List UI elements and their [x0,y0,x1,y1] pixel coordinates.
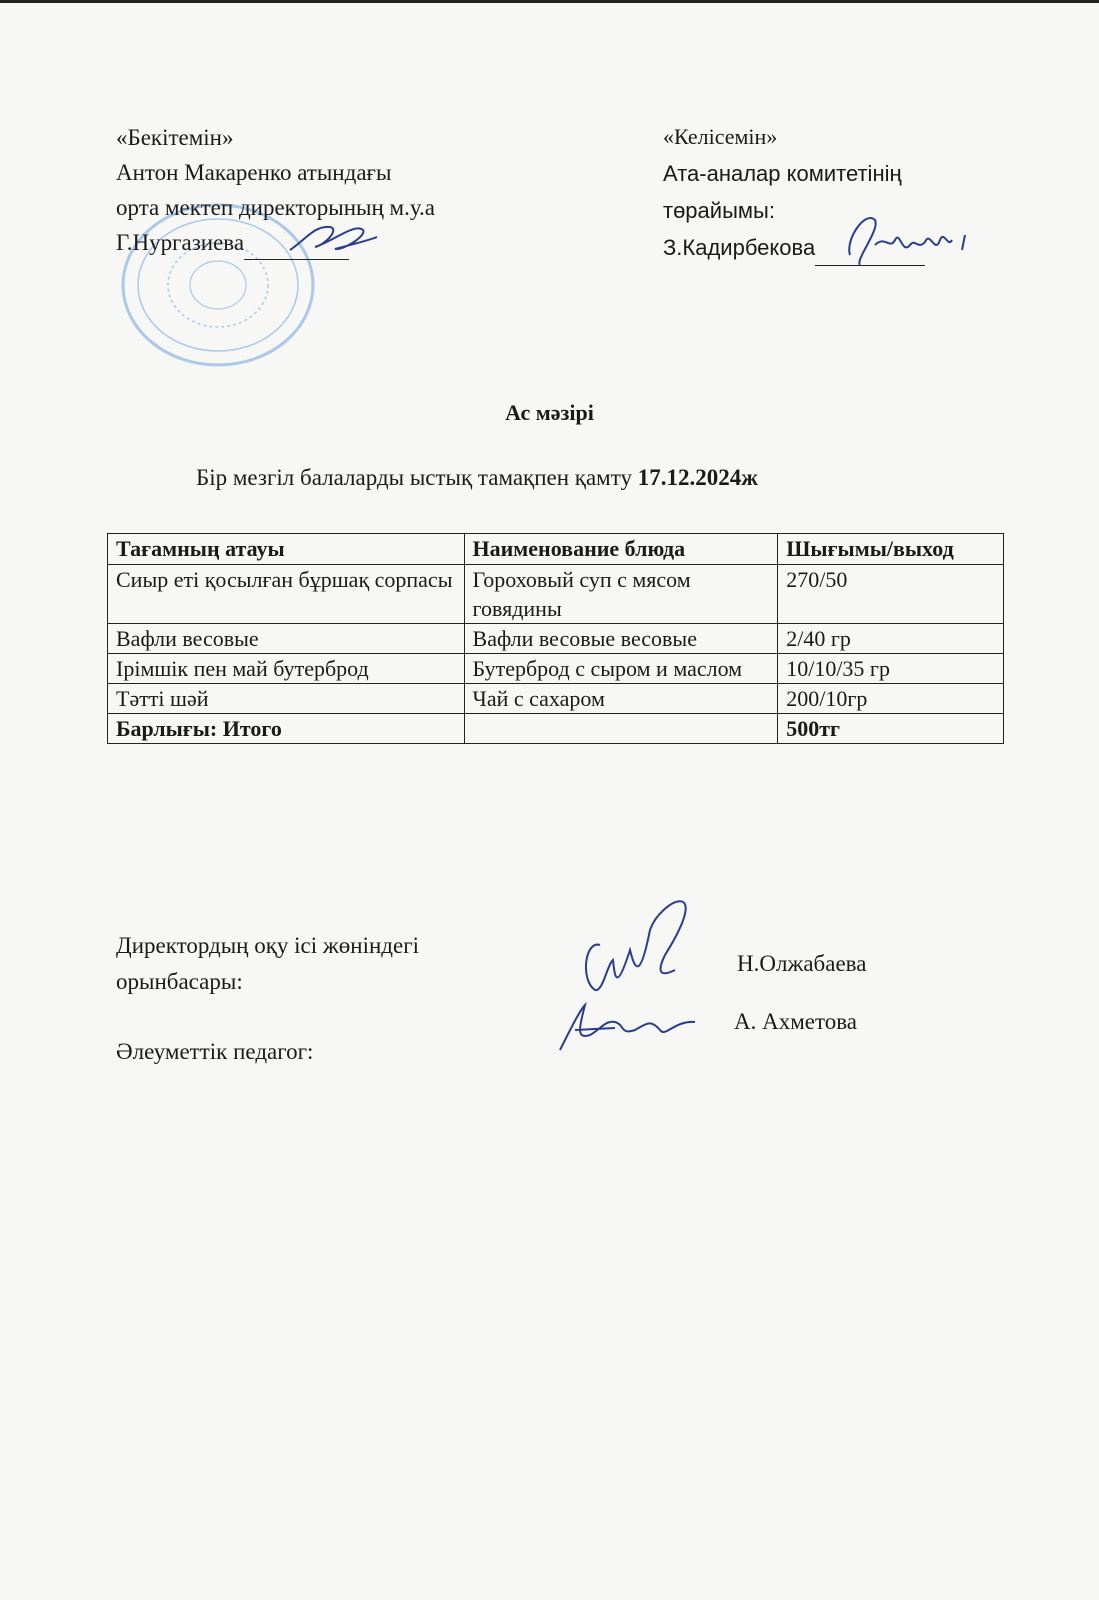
table-row [108,684,1004,714]
header-russian-name: Наименование блюда [464,534,778,565]
approval-name: Г.Нургазиева [116,225,435,260]
approval-heading: «Бекітемін» [116,125,234,150]
deputy-and-pedagogue-signature-icon [555,870,725,1060]
agreement-line-2: төрайымы: [663,198,775,223]
cell-output: 270/50 [778,565,1004,624]
cell-russian-name: Гороховый суп с мясом говядины [464,565,778,624]
menu-table [107,533,1004,744]
header-output: Шығымы/выход [778,534,1004,565]
pedagogue-name: А. Ахметова [734,1009,857,1034]
approval-line-2: орта мектеп директорының м.у.а [116,195,436,220]
cell-output: 10/10/35 гр [778,654,1004,684]
table-row [108,654,1004,684]
menu-subtitle: Бір мезгіл балаларды ыстық тамақпен қамту 17.12.2024ж [196,465,758,490]
table-header-row [108,534,1004,565]
cell-output: 2/40 гр [778,624,1004,654]
signatory-names [734,951,867,1035]
table-total-row [108,714,1004,744]
menu-title: Ас мәзірі [505,400,594,425]
approval-line-1: Антон Макаренко атындағы [116,160,392,185]
agreement-line-1: Ата-аналар комитетінің [663,161,902,186]
cell-output: 200/10гр [778,684,1004,714]
cell-russian-name: Бутерброд с сыром и маслом [464,654,778,684]
pedagogue-label: Әлеуметтік педагог: [116,1039,314,1064]
header-kazakh-name: Тағамның атауы [108,534,465,565]
cell-russian-name: Чай с сахаром [464,684,778,714]
committee-signature-icon [840,200,980,275]
cell-russian-name: Вафли весовые весовые [464,624,778,654]
table-row [108,565,1004,624]
signatory-labels [116,928,419,1070]
deputy-name: Н.Олжабаева [737,951,867,976]
agreement-name: З.Кадирбекова [663,229,925,266]
director-signature-icon [285,215,380,260]
total-label: Барлығы: Итого [108,714,465,744]
cell-kazakh-name: Тәтті шәй [108,684,465,714]
cell-kazakh-name: Сиыр еті қосылған бұршақ сорпасы [108,565,465,624]
top-border [0,0,1099,3]
approval-block [116,120,435,260]
table-row [108,624,1004,654]
agreement-heading: «Келісемін» [663,124,778,149]
deputy-label-line-1: Директордың оқу ісі жөніндегі [116,933,420,958]
total-empty-cell [464,714,778,744]
cell-kazakh-name: Вафли весовые [108,624,465,654]
total-value: 500тг [778,714,1004,744]
cell-kazakh-name: Ірімшік пен май бутерброд [108,654,465,684]
deputy-label-line-2: орынбасары: [116,969,243,994]
menu-date: 17.12.2024ж [637,465,758,490]
